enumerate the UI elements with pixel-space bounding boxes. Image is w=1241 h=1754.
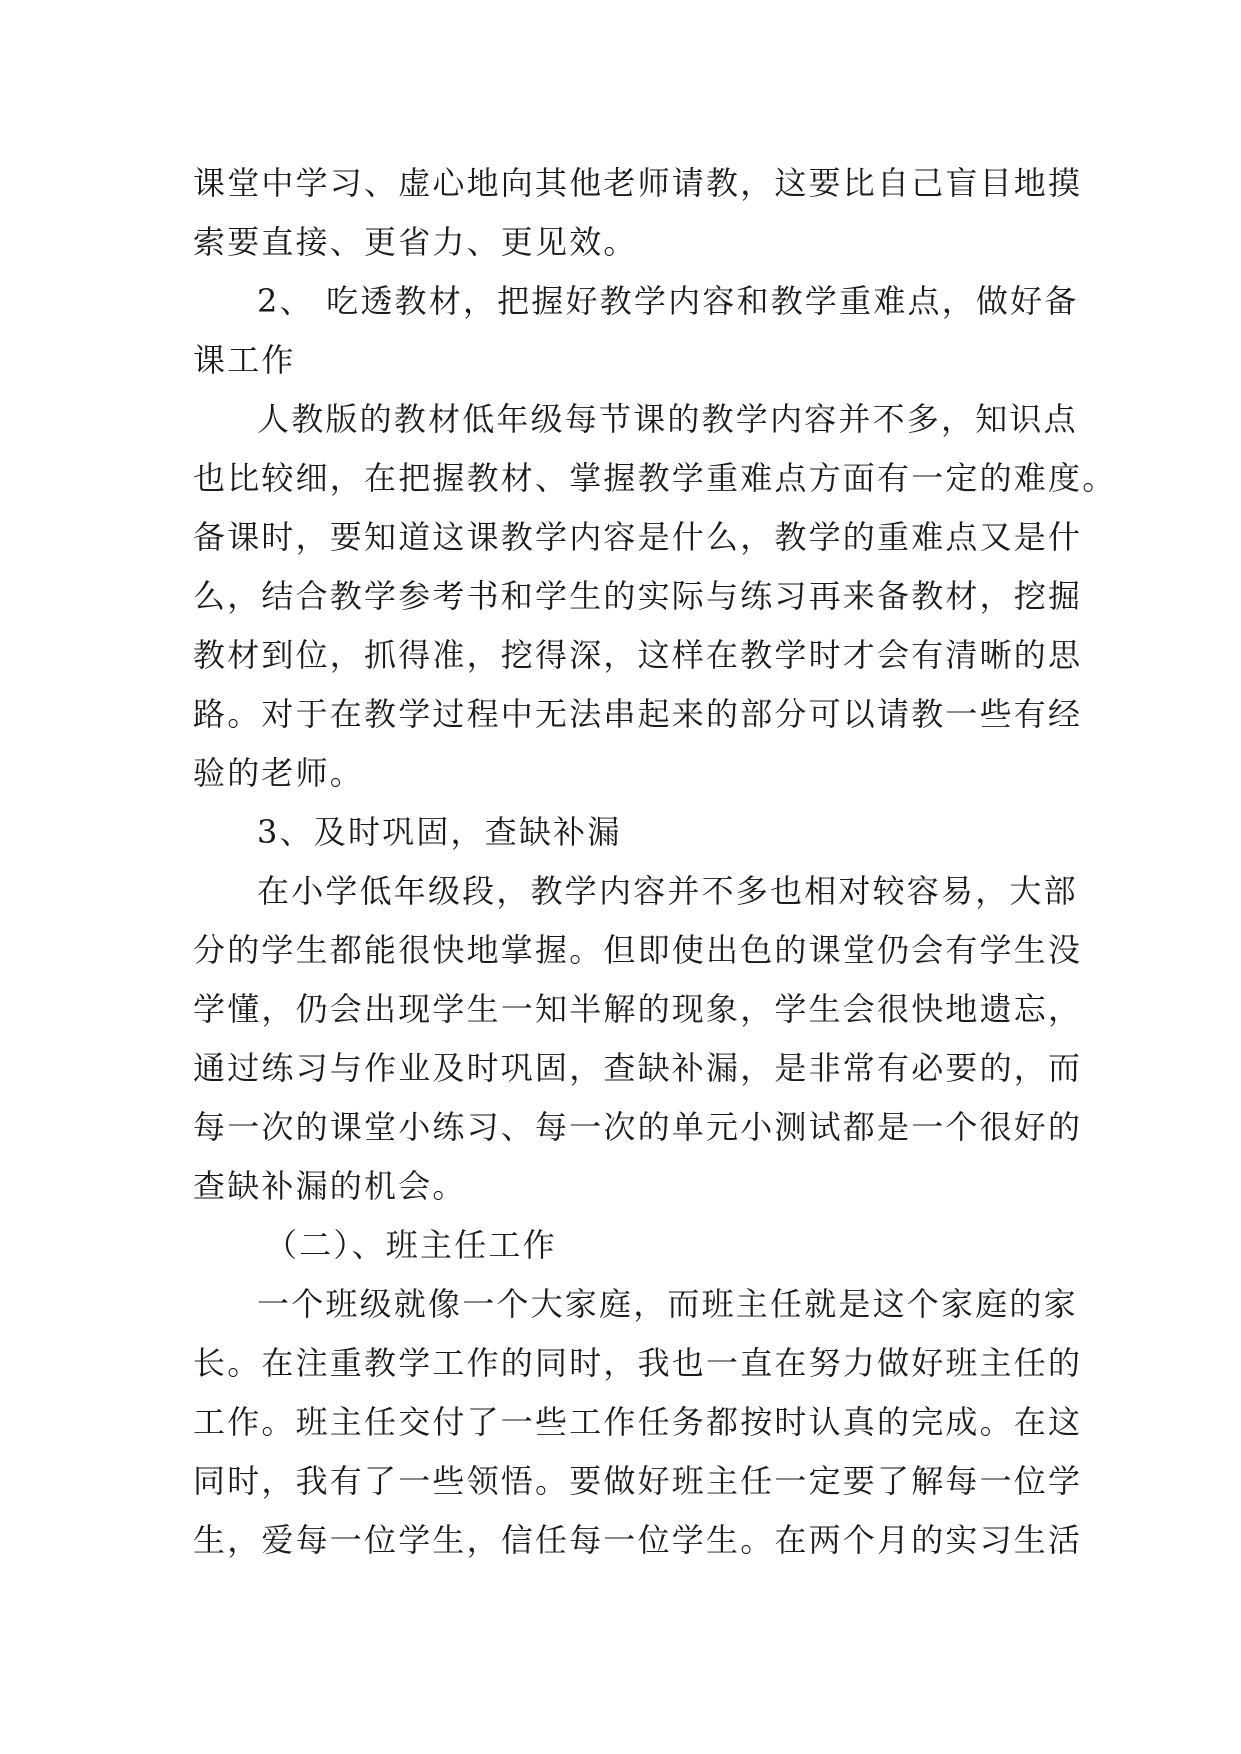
- text-line-22: 工作。班主任交付了一些工作任务都按时认真的完成。在这: [193, 1403, 1083, 1441]
- text-line-7: 备课时，要知道这课教学内容是什么，教学的重难点又是什: [193, 518, 1083, 556]
- text-line-6: 也比较细，在把握教材、掌握教学重难点方面有一定的难度。: [193, 459, 1117, 497]
- text-line-5: 人教版的教材低年级每节课的教学内容并不多，知识点: [257, 400, 1078, 438]
- text-line-4: 课工作: [193, 341, 296, 379]
- text-line-16: 通过练习与作业及时巩固，查缺补漏，是非常有必要的，而: [193, 1049, 1083, 1087]
- section-heading: （二）、班主任工作: [265, 1226, 557, 1264]
- text-line-21: 长。在注重教学工作的同时，我也一直在努力做好班主任的: [193, 1344, 1083, 1382]
- text-line-8: 么，结合教学参考书和学生的实际与练习再来备教材，挖掘: [193, 577, 1083, 615]
- document-body: [193, 163, 1117, 1579]
- text-line-13: 在小学低年级段，教学内容并不多也相对较容易，大部: [257, 872, 1078, 910]
- text-line-1: 课堂中学习、虚心地向其他老师请教，这要比自己盲目地摸: [193, 164, 1083, 202]
- text-line-15: 学懂，仍会出现学生一知半解的现象，学生会很快地遗忘，: [193, 990, 1083, 1028]
- text-line-11: 验的老师。: [193, 754, 365, 792]
- text-line-17: 每一次的课堂小练习、每一次的单元小测试都是一个很好的: [193, 1108, 1083, 1146]
- text-line-2: 索要直接、更省力、更见效。: [193, 223, 638, 261]
- text-line-23: 同时，我有了一些领悟。要做好班主任一定要了解每一位学: [193, 1462, 1083, 1500]
- text-line-9: 教材到位，抓得准，挖得深，这样在教学时才会有清晰的思: [193, 636, 1083, 674]
- heading-item-3: 3、及时巩固，查缺补漏: [257, 813, 622, 851]
- text-line-18: 查缺补漏的机会。: [193, 1167, 467, 1205]
- text-line-10: 路。对于在教学过程中无法串起来的部分可以请教一些有经: [193, 695, 1083, 733]
- heading-item-2: 2、 吃透教材，把握好教学内容和教学重难点，做好备: [257, 282, 1079, 320]
- text-line-24: 生，爱每一位学生，信任每一位学生。在两个月的实习生活: [193, 1521, 1083, 1559]
- text-line-20: 一个班级就像一个大家庭，而班主任就是这个家庭的家: [257, 1285, 1078, 1323]
- text-line-14: 分的学生都能很快地掌握。但即使出色的课堂仍会有学生没: [193, 931, 1083, 969]
